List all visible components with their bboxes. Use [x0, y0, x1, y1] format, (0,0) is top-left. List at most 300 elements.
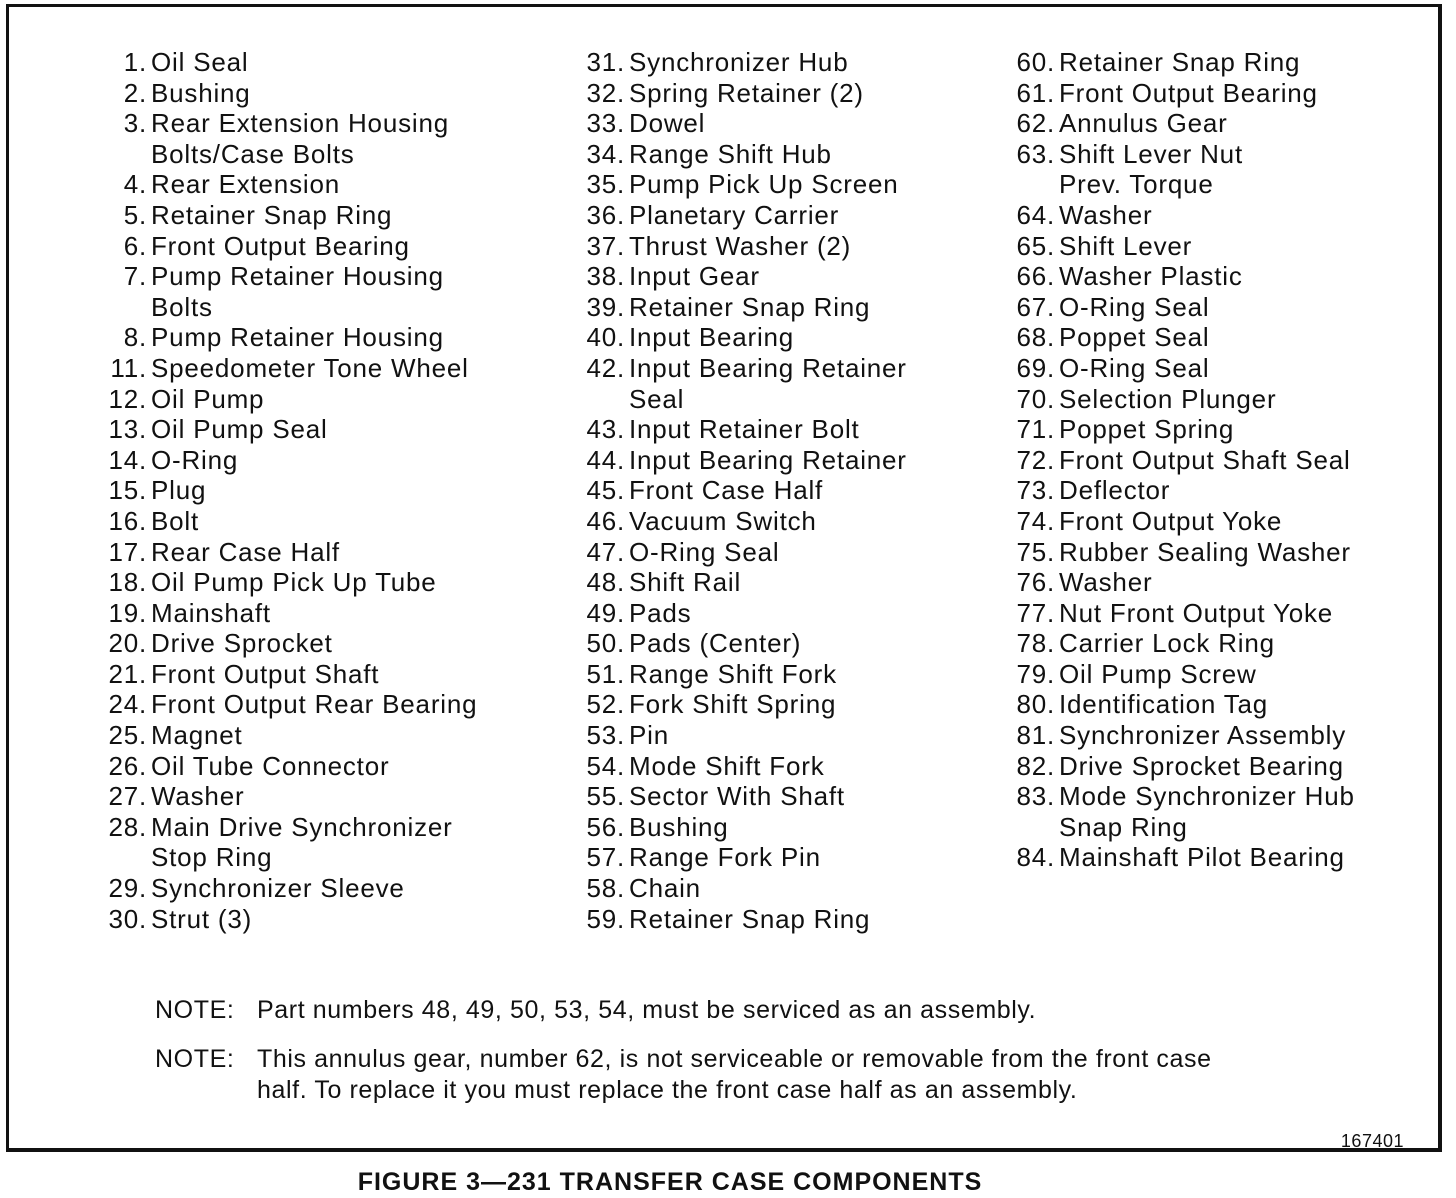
part-name [629, 47, 848, 78]
part-name-line: Identification Tag [1059, 689, 1269, 720]
part-list-item [87, 689, 477, 720]
part-list-item [995, 292, 1355, 323]
part-name-line: Front Output Yoke [1059, 505, 1283, 536]
part-number: 84. [1016, 842, 1055, 873]
part-name-line: Strut (3) [151, 903, 253, 934]
part-list-item [995, 598, 1355, 629]
part-number: 19. [108, 597, 147, 628]
part-number: 16. [108, 505, 147, 536]
part-number: 52. [586, 689, 625, 720]
part-list-item [565, 78, 907, 109]
part-name-line: Retainer Snap Ring [1059, 47, 1301, 77]
part-list-item [565, 751, 907, 782]
part-name-line: Annulus Gear [1059, 108, 1228, 139]
part-list-item [995, 506, 1355, 537]
part-name-line: Chain [629, 873, 701, 904]
part-list-item [995, 567, 1355, 598]
part-name-line: Front Output Shaft [151, 658, 380, 689]
notes-section [155, 995, 1267, 1124]
figure-frame [6, 4, 1442, 1152]
part-number: 11. [110, 352, 147, 383]
part-name-line: Washer [151, 781, 245, 812]
part-name-line: Dowel [629, 108, 706, 139]
parts-column-3 [995, 47, 1355, 873]
part-list-item [995, 751, 1355, 782]
part-list-item [565, 414, 907, 445]
part-name-line: Pump Pick Up Screen [629, 169, 899, 200]
part-list-item [87, 659, 477, 690]
part-list-item [565, 873, 907, 904]
part-number: 81. [1016, 720, 1055, 751]
part-name-line: Bolt [151, 505, 200, 536]
part-list-item [995, 842, 1355, 873]
part-name-line: O-Ring Seal [1059, 352, 1210, 383]
part-name [151, 506, 199, 537]
part-name-line: Rear Case Half [151, 536, 340, 567]
part-name [1059, 78, 1318, 109]
part-name-line: Range Shift Hub [629, 138, 832, 169]
part-number: 79. [1016, 658, 1055, 689]
part-name-line: Bolts/Case Bolts [151, 138, 355, 169]
part-name-line: Nut Front Output Yoke [1059, 597, 1334, 628]
part-name [629, 781, 845, 812]
part-name [1059, 628, 1275, 659]
part-number: 56. [586, 811, 625, 842]
part-name-line: Prev. Torque [1059, 169, 1214, 200]
part-name [151, 200, 392, 231]
part-list-item [995, 108, 1355, 139]
part-name [1059, 47, 1300, 78]
part-list-item [995, 78, 1355, 109]
part-number: 39. [586, 291, 625, 322]
part-number: 34. [586, 138, 625, 169]
part-list-item [87, 904, 477, 935]
part-number: 54. [586, 750, 625, 781]
part-list-item [87, 475, 477, 506]
part-number: 50. [586, 628, 625, 659]
part-name-line: Synchronizer Assembly [1059, 720, 1347, 751]
part-name-line: Mode Synchronizer Hub [1059, 781, 1355, 812]
part-name-line: Bushing [151, 77, 251, 108]
part-name-line: Oil Pump Pick Up Tube [151, 567, 437, 598]
part-number: 2. [123, 77, 147, 108]
part-name-line: Input Gear [629, 261, 760, 292]
part-list-item [565, 537, 907, 568]
part-number: 21. [108, 658, 147, 689]
part-name-line: O-Ring [151, 444, 239, 475]
part-name [151, 873, 405, 904]
part-name [629, 414, 860, 445]
part-number: 27. [108, 781, 147, 812]
part-name [629, 261, 760, 292]
part-name-line: Rubber Sealing Washer [1059, 536, 1351, 567]
part-name [629, 720, 669, 751]
part-name [629, 689, 836, 720]
part-name-line: Planetary Carrier [629, 199, 840, 230]
part-list-item [565, 353, 907, 414]
part-list-item [565, 322, 907, 353]
part-name [1059, 261, 1243, 292]
part-list-item [995, 261, 1355, 292]
part-name-line: Rear Extension Housing [151, 108, 449, 139]
part-number: 74. [1016, 505, 1055, 536]
part-list-item [565, 659, 907, 690]
part-number: 68. [1016, 322, 1055, 353]
part-name-line: Pads [629, 597, 692, 628]
note [155, 995, 1267, 1026]
part-list-item [995, 689, 1355, 720]
part-list-item [87, 78, 477, 109]
part-list-item [565, 781, 907, 812]
part-name-line: Mainshaft Pilot Bearing [1059, 842, 1345, 873]
part-name [1059, 231, 1192, 262]
part-number: 5. [123, 199, 147, 230]
part-list-item [87, 537, 477, 568]
note-text: Part numbers 48, 49, 50, 53, 54, must be serviced as an assembly. [257, 996, 1037, 1024]
part-list-item [565, 475, 907, 506]
part-number: 28. [108, 811, 147, 842]
part-name [629, 628, 801, 659]
part-number: 26. [108, 750, 147, 781]
part-name-line: Oil Pump [151, 383, 265, 414]
figure-caption: FIGURE 3—231 TRANSFER CASE COMPONENTS [357, 1168, 983, 1196]
part-number: 31. [586, 47, 625, 77]
part-list-item [87, 200, 477, 231]
part-number: 53. [586, 720, 625, 751]
part-name-line: Spring Retainer (2) [629, 77, 864, 108]
part-number: 14. [108, 444, 147, 475]
part-number: 80. [1016, 689, 1055, 720]
part-number: 48. [586, 567, 625, 598]
part-name-line: Pump Retainer Housing [151, 322, 444, 353]
part-number: 42. [586, 352, 625, 383]
parts-column-2 [565, 47, 907, 934]
part-list-item [565, 904, 907, 935]
part-list-item [995, 445, 1355, 476]
part-name-line: Retainer Snap Ring [151, 199, 393, 230]
part-list-item [565, 200, 907, 231]
part-name-line: Rear Extension [151, 169, 340, 200]
part-name-line: Input Bearing [629, 322, 795, 353]
part-number: 59. [586, 903, 625, 934]
part-number: 46. [586, 505, 625, 536]
part-name [629, 842, 821, 873]
part-name-line: Sector With Shaft [629, 781, 845, 812]
part-list-item [995, 537, 1355, 568]
part-name [629, 169, 899, 200]
part-list-item [565, 812, 907, 843]
part-list-item [995, 353, 1355, 384]
part-number: 33. [586, 108, 625, 139]
part-name [151, 659, 379, 690]
part-name [629, 292, 870, 323]
part-name-line: Magnet [151, 720, 243, 751]
part-name [151, 751, 389, 782]
part-name-line: Drive Sprocket [151, 628, 333, 659]
part-name-line: Washer [1059, 567, 1153, 598]
part-name [1059, 139, 1243, 200]
part-list-item [995, 200, 1355, 231]
part-list-item [565, 689, 907, 720]
part-name [151, 108, 449, 169]
part-name [1059, 322, 1209, 353]
part-number: 6. [123, 230, 147, 261]
part-list-item [565, 169, 907, 200]
part-name-line: Plug [151, 475, 207, 506]
part-number: 4. [123, 169, 147, 200]
part-name-line: Range Shift Fork [629, 658, 837, 689]
part-list-item [87, 231, 477, 262]
part-name [1059, 689, 1268, 720]
parts-column-1 [87, 47, 477, 934]
part-name-line: Input Bearing Retainer [629, 352, 907, 383]
part-name-line: Pump Retainer Housing [151, 261, 444, 292]
part-number: 75. [1016, 536, 1055, 567]
part-list-item [87, 873, 477, 904]
part-name-line: Front Output Shaft Seal [1059, 444, 1351, 475]
part-name [1059, 353, 1209, 384]
part-name-line: Synchronizer Sleeve [151, 873, 405, 904]
part-number: 24. [108, 689, 147, 720]
part-name [151, 537, 340, 568]
part-number: 36. [586, 199, 625, 230]
part-list-item [995, 628, 1355, 659]
part-number: 15. [108, 475, 147, 506]
part-list-item [565, 506, 907, 537]
part-number: 66. [1016, 261, 1055, 292]
part-name [629, 537, 779, 568]
part-name [629, 598, 691, 629]
part-name [151, 598, 271, 629]
part-name [629, 873, 701, 904]
part-list-item [87, 598, 477, 629]
part-number: 38. [586, 261, 625, 292]
part-name [1059, 108, 1228, 139]
part-list-item [565, 445, 907, 476]
part-name-line: Input Bearing Retainer [629, 444, 907, 475]
part-number: 30. [108, 903, 147, 934]
part-list-item [565, 842, 907, 873]
part-list-item [87, 812, 477, 873]
part-name-line: Carrier Lock Ring [1059, 628, 1275, 659]
part-number: 8. [123, 322, 147, 353]
part-number: 83. [1016, 781, 1055, 812]
part-number: 51. [586, 658, 625, 689]
part-number: 25. [108, 720, 147, 751]
part-list-item [995, 231, 1355, 262]
part-name [629, 78, 864, 109]
part-name-line: Front Output Bearing [151, 230, 410, 261]
part-number: 20. [108, 628, 147, 659]
part-name-line: Mode Shift Fork [629, 750, 825, 781]
part-name-line: Front Output Rear Bearing [151, 689, 478, 720]
part-number: 63. [1016, 138, 1055, 169]
part-name [151, 689, 477, 720]
part-list-item [565, 231, 907, 262]
part-name [629, 322, 794, 353]
part-name [629, 353, 907, 414]
part-name [629, 200, 839, 231]
part-name [1059, 537, 1351, 568]
note-label: NOTE: [155, 1045, 235, 1073]
part-name [151, 720, 243, 751]
part-name-line: O-Ring Seal [1059, 291, 1210, 322]
part-name [151, 475, 206, 506]
part-name [1059, 720, 1346, 751]
part-name-line: Synchronizer Hub [629, 47, 849, 77]
part-list-item [565, 628, 907, 659]
part-name [151, 384, 264, 415]
part-name-line: Fork Shift Spring [629, 689, 837, 720]
part-name [1059, 506, 1282, 537]
part-number: 60. [1016, 47, 1055, 77]
part-number: 58. [586, 873, 625, 904]
part-name-line: Stop Ring [151, 842, 273, 873]
part-name [629, 231, 851, 262]
part-name-line: Bolts [151, 291, 213, 322]
part-number: 71. [1016, 414, 1055, 445]
part-number: 35. [586, 169, 625, 200]
part-name-line: Washer Plastic [1059, 261, 1243, 292]
part-name-line: Mainshaft [151, 597, 271, 628]
part-number: 12. [108, 383, 147, 414]
part-name [151, 353, 469, 384]
part-number: 49. [586, 597, 625, 628]
note-text: This annulus gear, number 62, is not serviceable or removable from the front case half. To replace it you must replace the front case half as an assembly. [257, 1045, 1212, 1104]
part-list-item [995, 781, 1355, 842]
part-number: 65. [1016, 230, 1055, 261]
part-list-item [565, 292, 907, 323]
part-name [629, 445, 907, 476]
part-number: 64. [1016, 199, 1055, 230]
part-name [629, 659, 837, 690]
part-list-item [87, 384, 477, 415]
part-list-item [87, 751, 477, 782]
part-list-item [565, 47, 907, 78]
part-name-line: Bushing [629, 811, 729, 842]
part-number: 13. [108, 414, 147, 445]
part-name [629, 506, 817, 537]
part-number: 57. [586, 842, 625, 873]
part-number: 32. [586, 77, 625, 108]
part-name-line: Pin [629, 720, 669, 751]
part-list-item [87, 353, 477, 384]
part-number: 72. [1016, 444, 1055, 475]
part-list-item [87, 628, 477, 659]
part-name-line: Input Retainer Bolt [629, 414, 860, 445]
note-label: NOTE: [155, 996, 235, 1024]
part-number: 18. [108, 567, 147, 598]
part-list-item [565, 108, 907, 139]
part-name [1059, 751, 1344, 782]
part-name-line: Oil Seal [151, 47, 249, 77]
part-number: 45. [586, 475, 625, 506]
part-name [151, 567, 437, 598]
reference-number: 167401 [1340, 1131, 1404, 1151]
part-name [151, 78, 251, 109]
part-number: 82. [1016, 750, 1055, 781]
part-list-item [995, 475, 1355, 506]
part-name-line: Shift Rail [629, 567, 742, 598]
part-number: 47. [586, 536, 625, 567]
part-list-item [87, 720, 477, 751]
part-name [1059, 475, 1170, 506]
part-list-item [87, 169, 477, 200]
part-list-item [995, 322, 1355, 353]
part-list-item [995, 47, 1355, 78]
part-name [1059, 292, 1209, 323]
part-number: 29. [108, 873, 147, 904]
part-name [1059, 200, 1152, 231]
part-name-line: Poppet Spring [1059, 414, 1235, 445]
part-name-line: Speedometer Tone Wheel [151, 352, 469, 383]
part-name-line: Front Output Bearing [1059, 77, 1318, 108]
part-name [629, 812, 729, 843]
part-name-line: Vacuum Switch [629, 505, 817, 536]
part-name-line: Pads (Center) [629, 628, 802, 659]
part-number: 69. [1016, 352, 1055, 383]
part-name-line: Shift Lever Nut [1059, 138, 1243, 169]
part-name [151, 322, 444, 353]
part-list-item [995, 659, 1355, 690]
part-number: 7. [123, 261, 147, 292]
part-name-line: Retainer Snap Ring [629, 291, 871, 322]
part-name [1059, 414, 1234, 445]
part-name [151, 47, 248, 78]
part-list-item [565, 598, 907, 629]
part-name-line: Oil Pump Screw [1059, 658, 1257, 689]
part-name-line: Poppet Seal [1059, 322, 1210, 353]
part-name-line: Front Case Half [629, 475, 824, 506]
part-name [151, 781, 244, 812]
part-name-line: Snap Ring [1059, 811, 1188, 842]
part-name [151, 628, 333, 659]
part-name [1059, 781, 1355, 842]
part-name-line: O-Ring Seal [629, 536, 780, 567]
part-list-item [87, 47, 477, 78]
part-number: 55. [586, 781, 625, 812]
part-number: 73. [1016, 475, 1055, 506]
part-list-item [565, 261, 907, 292]
part-name-line: Main Drive Synchronizer [151, 811, 453, 842]
part-number: 77. [1016, 597, 1055, 628]
part-number: 78. [1016, 628, 1055, 659]
part-name [151, 812, 453, 873]
part-name [1059, 842, 1345, 873]
part-list-item [565, 567, 907, 598]
part-name-line: Deflector [1059, 475, 1171, 506]
part-name [1059, 659, 1257, 690]
part-number: 76. [1016, 567, 1055, 598]
part-name [629, 751, 825, 782]
part-number: 67. [1016, 291, 1055, 322]
part-name [151, 904, 252, 935]
part-list-item [87, 414, 477, 445]
part-number: 44. [586, 444, 625, 475]
part-name-line: Drive Sprocket Bearing [1059, 750, 1344, 781]
part-number: 1. [123, 47, 147, 77]
part-list-item [565, 139, 907, 170]
part-list-item [87, 322, 477, 353]
part-name [151, 414, 328, 445]
part-name-line: Thrust Washer (2) [629, 230, 852, 261]
part-list-item [995, 384, 1355, 415]
part-name-line: Selection Plunger [1059, 383, 1277, 414]
part-name-line: Retainer Snap Ring [629, 903, 871, 934]
part-list-item [995, 720, 1355, 751]
part-number: 43. [586, 414, 625, 445]
part-number: 61. [1016, 77, 1055, 108]
